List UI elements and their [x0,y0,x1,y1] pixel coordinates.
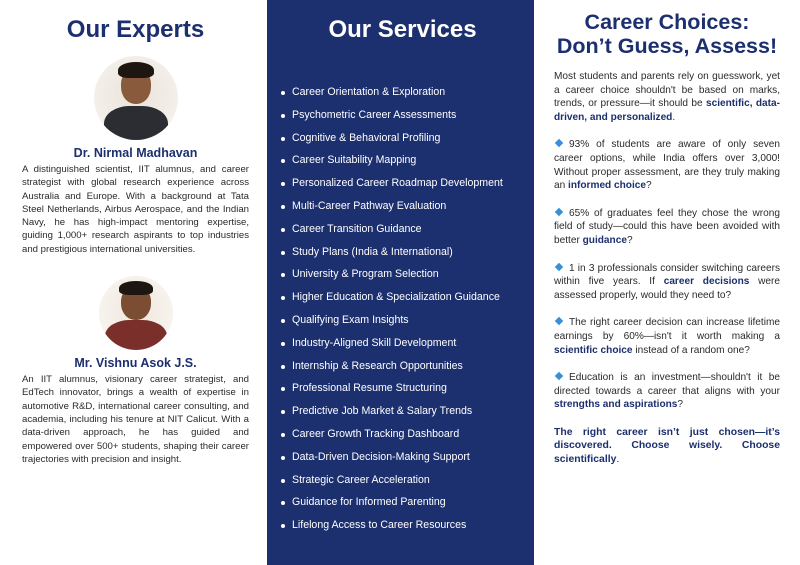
service-item: Internship & Research Opportunities [281,355,524,378]
stat-paragraph: Education is an investment—shouldn't it be directed towards a career that aligns with your strengths and aspirations? [554,372,780,411]
diamond-bullet-icon [555,317,563,325]
service-item: Data-Driven Decision-Making Support [281,446,524,469]
service-item: Industry-Aligned Skill Development [281,332,524,355]
heading-line: Don’t Guess, Assess! [556,34,778,58]
heading-line: Career Choices: [584,10,750,34]
diamond-bullet-icon [555,372,563,380]
service-item: Career Growth Tracking Dashboard [281,423,524,446]
service-item: Multi-Career Pathway Evaluation [281,195,524,218]
service-item: University & Program Selection [281,263,524,286]
expert-name: Mr. Vishnu Asok J.S. [74,356,197,371]
intro-paragraph: Most students and parents rely on guesswork, yet a career choice shouldn't be based on marks, trends, or pressure—it should be scientific, data-driven, and personalized. [554,71,780,123]
service-item: Predictive Job Market & Salary Trends [281,400,524,423]
services-column [267,0,534,565]
expert-bio: An IIT alumnus, visionary career strategist, and EdTech innovator, brings a wealth of expertise in automotive R&D, international career consulting, and academia, including his tenure at NIT Calicut. With a data-driven approach, he has guided and empowered over 500+ students, shaping their career trajectories with precision and insight. [22,374,249,465]
services-list [281,81,524,537]
expert-photo-avatar [99,276,173,350]
service-item: Career Transition Guidance [281,218,524,241]
stat-paragraph: The right career decision can increase lifetime earnings by 60%—isn't it worth making a scientific choice instead of a random one? [554,317,780,356]
service-item: Cognitive & Behavioral Profiling [281,127,524,150]
service-item: Strategic Career Acceleration [281,469,524,492]
service-item: Qualifying Exam Insights [281,309,524,332]
diamond-bullet-icon [555,139,563,147]
closing-statement: The right career isn’t just chosen—it’s discovered. Choose wisely. Choose scientifically. [554,426,780,466]
service-item: Lifelong Access to Career Resources [281,514,524,537]
service-item: Guidance for Informed Parenting [281,491,524,514]
expert-bio: A distinguished scientist, IIT alumnus, and career strategist with global research experience across Australia and Europe. With a background at Tata Steel Netherlands, Airbus Aerospace, and the Indian Navy, he has high-impact mentoring expertise, guiding 1,000+ research aspirants to top industries and prestigious international universities. [22,164,249,255]
stat-paragraph: 65% of graduates feel they chose the wrong field of study—could this have been avoided with better guidance? [554,207,780,246]
service-item: Career Orientation & Exploration [281,81,524,104]
experts-column [0,0,267,565]
experts-heading: Our Experts [66,16,205,43]
stat-paragraph: 93% of students are aware of only seven career options, while India offers over 3,000! Without proper assessment, are they truly making an informed choice? [554,139,780,192]
service-item: Career Suitability Mapping [281,149,524,172]
service-item: Professional Resume Structuring [281,377,524,400]
expert-name: Dr. Nirmal Madhavan [73,146,198,160]
career-choices-heading [554,10,780,58]
diamond-bullet-icon [555,262,563,270]
career-choices-column [534,0,800,565]
expert-photo-avatar [94,56,178,140]
services-heading: Our Services [328,16,477,43]
service-item: Study Plans (India & International) [281,241,524,264]
service-item: Personalized Career Roadmap Development [281,172,524,195]
stat-paragraph: 1 in 3 professionals consider switching careers within five years. If career decisions were assessed properly, would they need to? [554,262,781,301]
service-item: Psychometric Career Assessments [281,104,524,127]
diamond-bullet-icon [555,208,563,216]
service-item: Higher Education & Specialization Guidance [281,286,524,309]
